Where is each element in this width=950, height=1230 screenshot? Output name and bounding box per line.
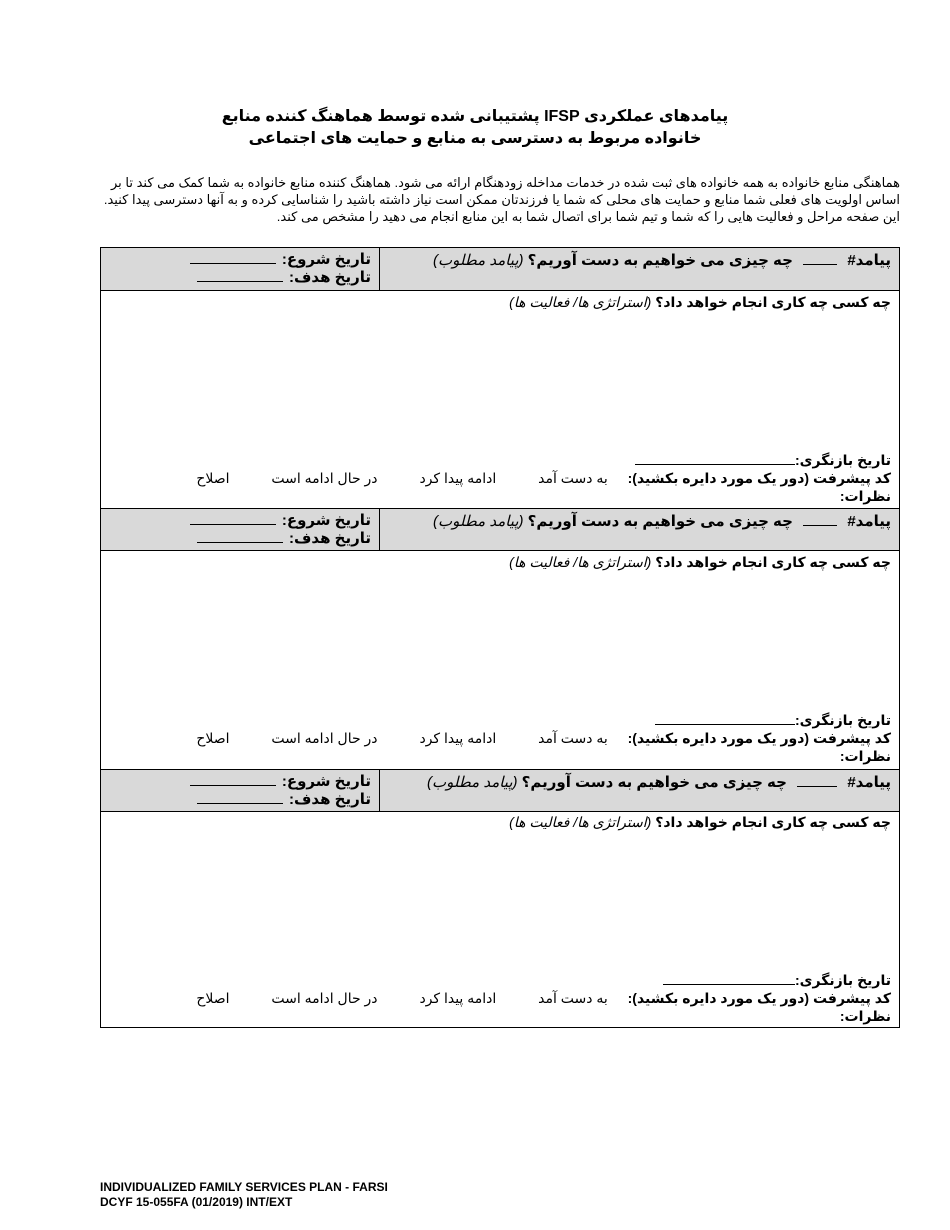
progress-option-revised[interactable]: اصلاح <box>196 990 230 1006</box>
progress-option-continued[interactable]: ادامه پیدا کرد <box>419 730 497 746</box>
review-date-line-3 <box>663 972 891 989</box>
target-date-field[interactable] <box>197 803 283 804</box>
who-line-3 <box>509 814 891 831</box>
start-date-label: تاریخ شروع: <box>281 773 371 790</box>
document-title <box>100 106 850 150</box>
who-label: چه کسی چه کاری انجام خواهد داد؟ <box>655 814 891 830</box>
footer-plan-name: INDIVIDUALIZED FAMILY SERVICES PLAN - FARSI <box>100 1180 388 1194</box>
review-date-label: تاریخ بازنگری: <box>795 452 891 468</box>
progress-option-ongoing[interactable]: در حال ادامه است <box>271 730 378 746</box>
review-date-field[interactable] <box>663 984 795 985</box>
progress-label: کد پیشرفت (دور یک مورد دایره بکشید): <box>627 730 891 746</box>
header-divider <box>379 770 380 811</box>
progress-line-2 <box>158 730 891 747</box>
target-date-field[interactable] <box>197 281 283 282</box>
outcome-header-3 <box>101 769 899 812</box>
start-date-field[interactable] <box>190 524 276 525</box>
start-date-label: تاریخ شروع: <box>281 512 371 529</box>
progress-option-revised[interactable]: اصلاح <box>196 470 230 486</box>
who-strategies: (استراتژی ها/ فعالیت ها) <box>509 554 652 570</box>
header-divider <box>379 248 380 290</box>
header-divider <box>379 509 380 550</box>
progress-option-achieved[interactable]: به دست آمد <box>538 990 608 1006</box>
outcome-question: چه چیزی می خواهیم به دست آوریم؟ <box>527 252 793 269</box>
outcome-required-note: (پیامد مطلوب) <box>432 513 524 530</box>
start-date-field[interactable] <box>190 263 276 264</box>
progress-option-revised[interactable]: اصلاح <box>196 730 230 746</box>
intro-paragraph: هماهنگی منابع خانواده به همه خانواده های ثبت شده در خدمات مداخله زودهنگام ارائه می شود. هماهنگ کننده منابع خانواده به شما کمک می کند تا بر اساس اولویت های فعلی شما منابع و حمایت های محلی که شما یا فرزندتان ممکن است نیاز داشته باشید را شناسایی کرده و به آنها دسترسی پیدا کنید. این صفحه مراحل و فعالیت هایی را که شما و تیم شما برای اتصال شما به این منابع انجام می دهید را مشخص می کند. <box>103 175 900 224</box>
progress-option-ongoing[interactable]: در حال ادامه است <box>271 470 378 486</box>
progress-option-continued[interactable]: ادامه پیدا کرد <box>419 990 497 1006</box>
target-date-label: تاریخ هدف: <box>289 269 371 286</box>
progress-option-achieved[interactable]: به دست آمد <box>538 730 608 746</box>
target-date-field[interactable] <box>197 542 283 543</box>
outcome-header-2 <box>101 508 899 551</box>
outcome-label: پیامد# <box>847 252 891 269</box>
progress-line-3 <box>158 990 891 1007</box>
outcome-number-field[interactable] <box>803 264 837 265</box>
review-date-label: تاریخ بازنگری: <box>795 972 891 988</box>
progress-option-continued[interactable]: ادامه پیدا کرد <box>419 470 497 486</box>
notes-label-1: نظرات: <box>839 488 891 504</box>
title-line-1: پیامدهای عملکردی IFSP پشتیبانی شده توسط هماهنگ کننده منابع <box>221 108 729 125</box>
who-line-2 <box>509 554 891 571</box>
target-date-label: تاریخ هدف: <box>289 791 371 808</box>
dates-block-1 <box>190 251 371 287</box>
review-date-field[interactable] <box>655 724 795 725</box>
dates-block-3 <box>190 773 371 809</box>
outcomes-form <box>100 247 900 1028</box>
form-footer <box>100 1180 388 1210</box>
outcome-line-2 <box>433 512 891 530</box>
outcome-line-3 <box>427 773 891 791</box>
progress-label: کد پیشرفت (دور یک مورد دایره بکشید): <box>627 470 891 486</box>
outcome-required-note: (پیامد مطلوب) <box>432 252 524 269</box>
who-line-1 <box>509 294 891 311</box>
outcome-number-field[interactable] <box>797 786 837 787</box>
start-date-field[interactable] <box>190 785 276 786</box>
title-line-2: خانواده مربوط به دسترسی به منابع و حمایت های اجتماعی <box>248 130 702 147</box>
outcome-header-1 <box>101 248 899 291</box>
who-strategies: (استراتژی ها/ فعالیت ها) <box>509 814 652 830</box>
outcome-question: چه چیزی می خواهیم به دست آوریم؟ <box>527 513 793 530</box>
start-date-label: تاریخ شروع: <box>281 251 371 268</box>
notes-label-3: نظرات: <box>839 1008 891 1024</box>
who-label: چه کسی چه کاری انجام خواهد داد؟ <box>655 294 891 310</box>
target-date-label: تاریخ هدف: <box>289 530 371 547</box>
progress-line-1 <box>158 470 891 487</box>
progress-option-ongoing[interactable]: در حال ادامه است <box>271 990 378 1006</box>
review-date-line-2 <box>655 712 891 729</box>
review-date-field[interactable] <box>635 464 795 465</box>
footer-form-number: DCYF 15-055FA (01/2019) INT/EXT <box>100 1195 293 1209</box>
progress-label: کد پیشرفت (دور یک مورد دایره بکشید): <box>627 990 891 1006</box>
notes-label-2: نظرات: <box>839 748 891 764</box>
who-strategies: (استراتژی ها/ فعالیت ها) <box>509 294 652 310</box>
outcome-line-1 <box>433 251 891 269</box>
outcome-number-field[interactable] <box>803 525 837 526</box>
who-label: چه کسی چه کاری انجام خواهد داد؟ <box>655 554 891 570</box>
dates-block-2 <box>190 512 371 548</box>
review-date-line-1 <box>635 452 891 469</box>
outcome-question: چه چیزی می خواهیم به دست آوریم؟ <box>521 774 787 791</box>
outcome-label: پیامد# <box>847 513 891 530</box>
outcome-label: پیامد# <box>847 774 891 791</box>
review-date-label: تاریخ بازنگری: <box>795 712 891 728</box>
outcome-required-note: (پیامد مطلوب) <box>426 774 518 791</box>
progress-option-achieved[interactable]: به دست آمد <box>538 470 608 486</box>
